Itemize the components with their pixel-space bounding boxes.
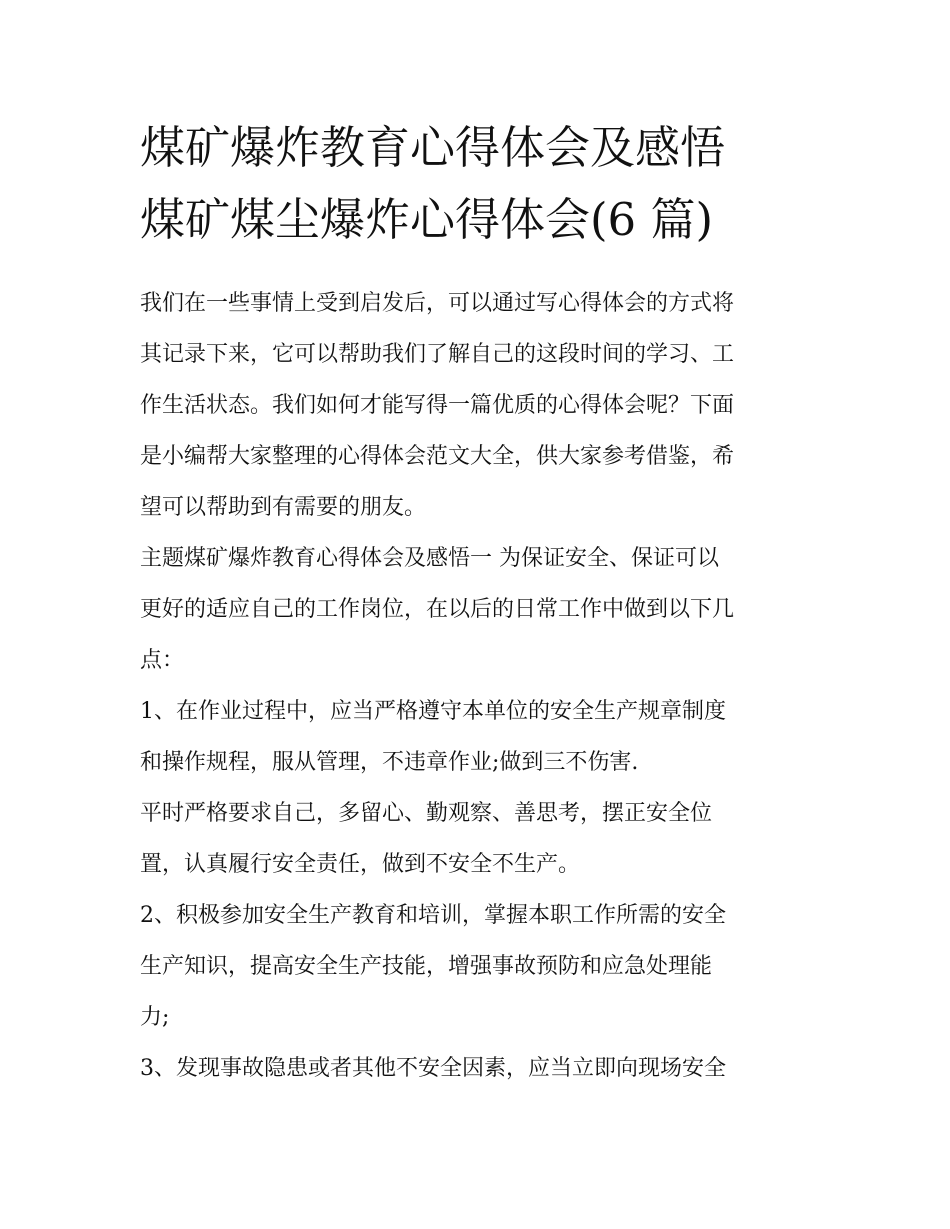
document-title bbox=[140, 112, 812, 256]
title-line-2: 煤矿煤尘爆炸心得体会(6 篇) bbox=[140, 193, 714, 246]
text-line: 1、在作业过程中，应当严格遵守本单位的安全生产规章制度 bbox=[140, 699, 726, 724]
text-line: 其记录下来，它可以帮助我们了解自己的这段时间的学习、工 bbox=[140, 342, 735, 367]
point-3-paragraph bbox=[140, 1043, 812, 1094]
text-line: 3、发现事故隐患或者其他不安全因素，应当立即向现场安全 bbox=[140, 1056, 726, 1081]
point-2-paragraph bbox=[140, 890, 812, 1043]
point-1-paragraph bbox=[140, 686, 812, 788]
text-line: 是小编帮大家整理的心得体会范文大全，供大家参考借鉴，希 bbox=[140, 444, 735, 469]
text-line: 作生活状态。我们如何才能写得一篇优质的心得体会呢？下面 bbox=[140, 393, 735, 418]
daily-requirement-paragraph bbox=[140, 788, 812, 890]
text-line: 和操作规程，服从管理，不违章作业;做到三不伤害. bbox=[140, 750, 639, 775]
text-line: 主题煤矿爆炸教育心得体会及感悟一 为保证安全、保证可以 bbox=[140, 546, 719, 571]
text-line: 力; bbox=[140, 1005, 170, 1030]
title-line-1: 煤矿爆炸教育心得体会及感悟 bbox=[140, 121, 726, 174]
text-line: 点： bbox=[140, 648, 185, 673]
intro-paragraph bbox=[140, 278, 812, 533]
text-line: 我们在一些事情上受到启发后，可以通过写心得体会的方式将 bbox=[140, 291, 735, 316]
text-line: 2、积极参加安全生产教育和培训，掌握本职工作所需的安全 bbox=[140, 903, 726, 928]
text-line: 置，认真履行安全责任，做到不安全不生产。 bbox=[140, 852, 581, 877]
text-line: 望可以帮助到有需要的朋友。 bbox=[140, 495, 427, 520]
text-line: 生产知识，提高安全生产技能，增强事故预防和应急处理能 bbox=[140, 954, 713, 979]
text-line: 平时严格要求自己，多留心、勤观察、善思考，摆正安全位 bbox=[140, 801, 713, 826]
document-body bbox=[140, 112, 812, 1094]
topic-paragraph bbox=[140, 533, 812, 686]
text-line: 更好的适应自己的工作岗位，在以后的日常工作中做到以下几 bbox=[140, 597, 735, 622]
